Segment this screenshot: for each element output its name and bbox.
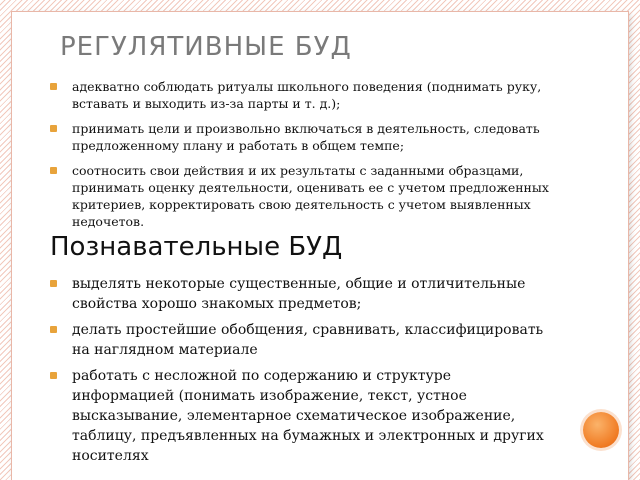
list-item-text: принимать цели и произвольно включаться в деятельность, следовать предложенному плану и работать в общем темпе;: [72, 121, 540, 153]
bullet-icon: [50, 125, 57, 132]
bullet-icon: [50, 280, 57, 287]
list-item-text: работать с несложной по содержанию и структуре информацией (понимать изображение, текст, устное высказывание, элементарное схематическое изображение, таблицу, предъявленных на бумажных и электронных и других носителях: [72, 368, 544, 464]
list-item-text: делать простейшие обобщения, сравнивать, классифицировать на наглядном материале: [72, 322, 544, 358]
bullet-icon: [50, 83, 57, 90]
list-item-text: соотносить свои действия и их результаты с заданными образцами, принимать оценку деятельности, оценивать ее с учетом предложенных критериев, корректировать свою деятельность с учетом выявленных недочетов.: [72, 163, 549, 229]
bullet-icon: [50, 326, 57, 333]
list-item-text: выделять некоторые существенные, общие и отличительные свойства хорошо знакомых предметов;: [72, 276, 526, 312]
list-item: [50, 120, 570, 154]
list-item: [50, 78, 570, 112]
slide-title: РЕГУЛЯТИВНЫЕ БУД: [60, 32, 352, 62]
decorative-circle-icon: [583, 412, 619, 448]
cognitive-list: [50, 274, 550, 472]
list-item: [50, 320, 550, 360]
cognitive-heading: Познавательные БУД: [50, 232, 343, 262]
list-item: [50, 162, 570, 230]
bullet-icon: [50, 372, 57, 379]
regulative-list: [50, 78, 570, 238]
slide: [12, 12, 628, 480]
list-item: [50, 366, 550, 466]
bullet-icon: [50, 167, 57, 174]
list-item-text: адекватно соблюдать ритуалы школьного поведения (поднимать руку, вставать и выходить из-за парты и т. д.);: [72, 79, 542, 111]
list-item: [50, 274, 550, 314]
